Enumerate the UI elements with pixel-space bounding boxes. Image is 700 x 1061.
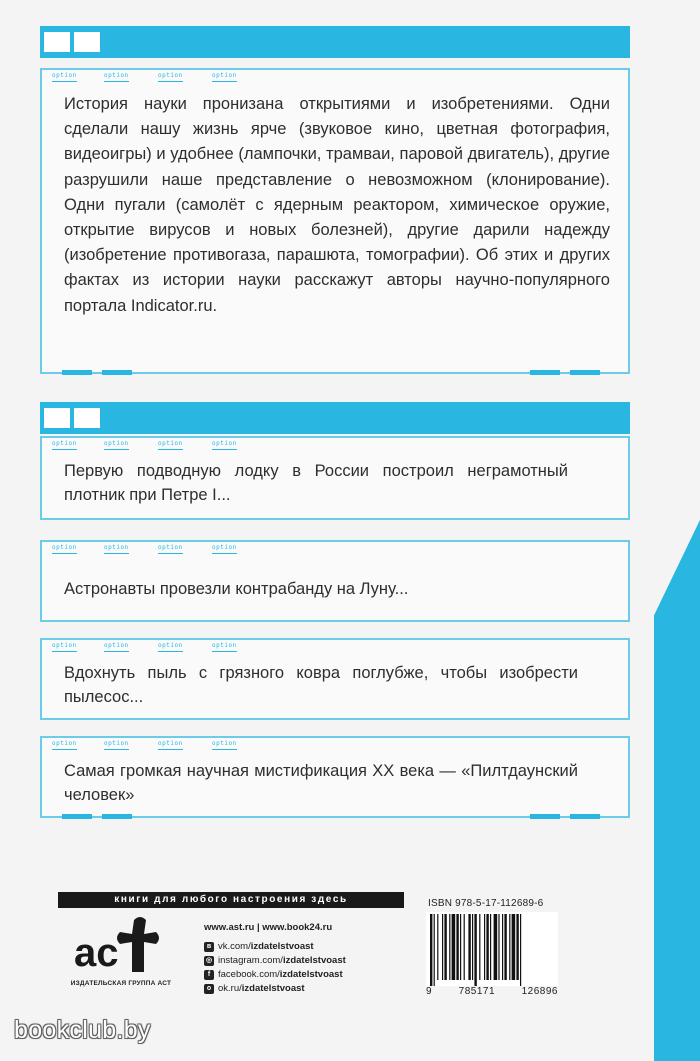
tab-label: option xyxy=(104,544,129,551)
tab-label: option xyxy=(158,440,183,447)
tab-label: option xyxy=(52,72,77,79)
barcode xyxy=(426,912,558,986)
social-handle: izdatelstvoast xyxy=(250,941,314,952)
intro-text: История науки пронизана открытиями и изобретениями. Одни сделали нашу жизнь ярче (звуковое кино, цветная фотография, видеоигры) и удобнее (лампочки, трамваи, паровой двигатель), другие разрушили наше представление о невозможном (клонирование). Одни пугали (самолёт с ядерным реактором, химическое оружие, открытие вирусов и новых болезней), другие дарили надежду (изобретение противогаза, парашюта, томографии). Об этих и других фактах из истории науки расскажут авторы научно-популярного портала Indicator.ru. xyxy=(64,95,610,315)
window-square-icon xyxy=(74,408,100,428)
tab-label: option xyxy=(104,440,129,447)
barcode-bar xyxy=(437,914,438,980)
tab-label: option xyxy=(104,642,129,649)
barcode-bar xyxy=(449,914,450,980)
logo-letters: ac xyxy=(74,931,119,975)
window-square-icon xyxy=(74,32,100,52)
edge-dash xyxy=(62,814,92,819)
fact-card xyxy=(40,736,630,818)
social-handle: izdatelstvoast xyxy=(241,983,305,994)
barcode-bar xyxy=(460,914,461,980)
social-vk xyxy=(204,940,314,953)
barcode-digit-group: 785171 xyxy=(458,986,496,997)
barcode-digit-group: 126896 xyxy=(521,986,558,997)
social-odnoklassniki xyxy=(204,982,305,995)
intro-body xyxy=(40,68,630,374)
barcode-bar xyxy=(464,914,465,980)
barcode-digit-group: 9 xyxy=(426,986,433,997)
fact-text: Астронавты провезли контрабанду на Луну... xyxy=(64,580,409,598)
tab-label: option xyxy=(212,642,237,649)
vk-icon: в xyxy=(204,942,214,952)
window-title-bar xyxy=(40,402,630,434)
barcode-bar xyxy=(498,914,499,980)
edge-dash xyxy=(570,814,600,819)
window-square-icon xyxy=(44,32,70,52)
social-instagram xyxy=(204,954,346,967)
social-facebook xyxy=(204,968,343,981)
tab-label: option xyxy=(104,740,129,747)
publisher-caption: ИЗДАТЕЛЬСКАЯ ГРУППА АСТ xyxy=(70,980,172,987)
barcode-bar xyxy=(486,914,488,980)
social-handle: izdatelstvoast xyxy=(282,955,346,966)
tab-label: option xyxy=(158,72,183,79)
tab-label: option xyxy=(212,440,237,447)
tab-label: option xyxy=(158,544,183,551)
edge-dash xyxy=(530,370,560,375)
barcode-bar xyxy=(472,914,473,980)
tab-label: option xyxy=(104,72,129,79)
fact-text: Самая громкая научная мистификация XX века — «Пилтдаунский человек» xyxy=(64,762,578,804)
barcode-bar xyxy=(442,914,443,980)
fact-text: Вдохнуть пыль с грязного ковра поглубже, чтобы изобрести пылесос... xyxy=(64,664,578,706)
barcode-bar xyxy=(494,914,498,980)
barcode-bar xyxy=(490,914,491,980)
fact-text: Первую подводную лодку в России построил неграмотный плотник при Петре I... xyxy=(64,462,568,504)
edge-dash xyxy=(62,370,92,375)
watermark: bookclub.by xyxy=(14,1016,151,1044)
social-handle: izdatelstvoast xyxy=(279,969,343,980)
barcode-bar xyxy=(520,914,521,986)
barcode-bar xyxy=(484,914,485,980)
fact-card xyxy=(40,436,630,520)
instagram-icon: ◎ xyxy=(205,956,213,964)
barcode-bar xyxy=(509,914,510,980)
isbn-label: ISBN 978-5-17-112689-6 xyxy=(428,898,544,909)
tab-label: option xyxy=(212,740,237,747)
slogan-banner: книги для любого настроения здесь xyxy=(58,892,404,908)
tab-label: option xyxy=(212,72,237,79)
edge-dash xyxy=(102,370,132,375)
fact-card xyxy=(40,638,630,720)
window-square-icon xyxy=(44,408,70,428)
barcode-bar xyxy=(468,914,470,980)
social-prefix: instagram.com/ xyxy=(218,955,283,966)
ast-logo xyxy=(72,914,164,976)
odnoklassniki-icon: о xyxy=(204,984,214,994)
social-prefix: facebook.com/ xyxy=(218,969,280,980)
social-prefix: ok.ru/ xyxy=(218,983,242,994)
barcode-bar xyxy=(504,914,506,980)
tab-label: option xyxy=(52,440,77,447)
barcode-bar xyxy=(512,914,516,980)
edge-dash xyxy=(102,814,132,819)
window-title-bar xyxy=(40,26,630,58)
barcode-bar xyxy=(452,914,456,980)
facebook-icon: f xyxy=(204,970,214,980)
barcode-bar xyxy=(434,914,435,986)
tab-label: option xyxy=(158,642,183,649)
tab-label: option xyxy=(158,740,183,747)
logo-figure xyxy=(117,917,159,972)
tab-label: option xyxy=(52,544,77,551)
tab-label: option xyxy=(52,740,77,747)
fact-card xyxy=(40,540,630,622)
barcode-bar xyxy=(516,914,518,980)
barcode-bar xyxy=(430,914,432,986)
tab-label: option xyxy=(212,544,237,551)
barcode-bar xyxy=(444,914,446,980)
edge-dash xyxy=(570,370,600,375)
intro-window xyxy=(40,26,630,376)
edge-dash xyxy=(530,814,560,819)
barcode-bar xyxy=(479,914,480,980)
barcode-bar xyxy=(474,914,476,986)
tab-label: option xyxy=(52,642,77,649)
social-prefix: vk.com/ xyxy=(218,941,251,952)
publisher-urls: www.ast.ru | www.book24.ru xyxy=(204,922,333,933)
barcode-bar xyxy=(502,914,503,980)
side-accent-band xyxy=(654,0,700,1061)
barcode-digits xyxy=(426,986,558,997)
barcode-bar xyxy=(456,914,458,980)
